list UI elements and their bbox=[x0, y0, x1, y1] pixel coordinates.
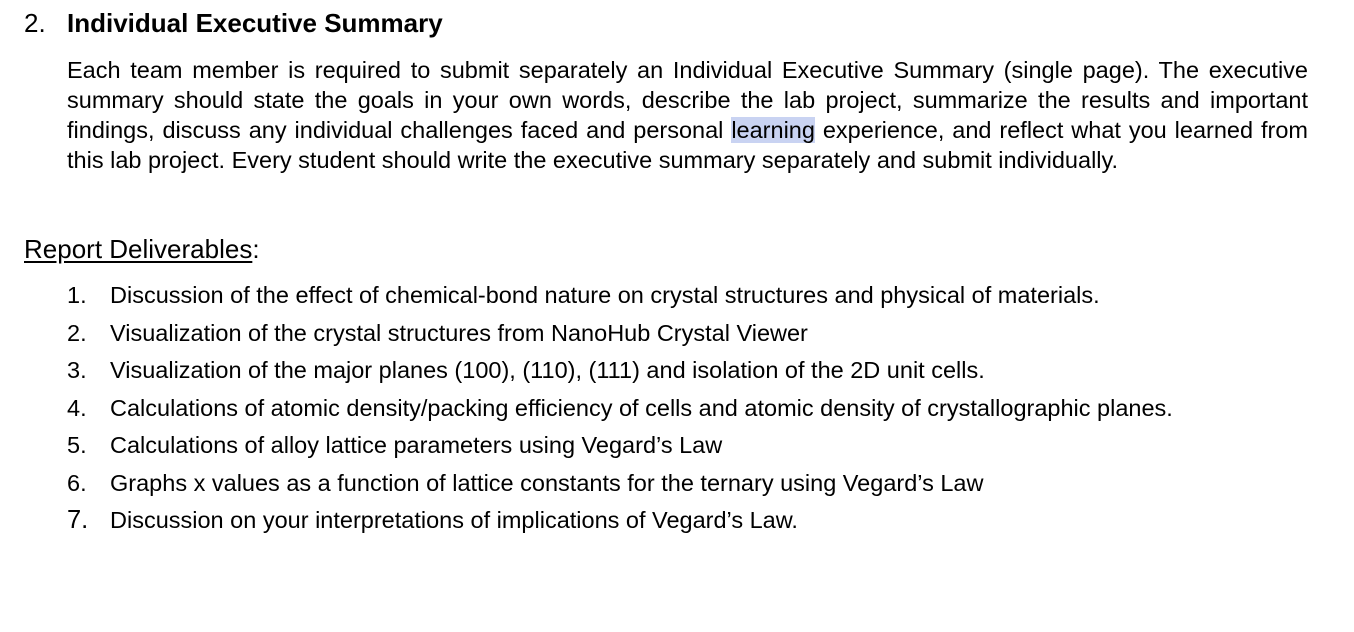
list-item-number: 7. bbox=[67, 506, 89, 534]
paragraph-text-after: experience, and reflect what you learned from this lab project. Every student should write the executive summary separately and submit individually. bbox=[67, 117, 1308, 173]
deliverables-list bbox=[67, 280, 1173, 543]
list-item-text: Graphs x values as a function of lattice constants for the ternary using Vegard’s Law bbox=[110, 469, 984, 496]
list-item bbox=[67, 393, 1173, 431]
list-item-number: 5. bbox=[67, 432, 87, 458]
list-item-text: Visualization of the major planes (100), (110), (111) and isolation of the 2D unit cells. bbox=[110, 357, 985, 383]
list-item bbox=[67, 318, 1173, 356]
paragraph-text-before: Each team member is required to submit separately an Individual Executive Summary (single page). The executive summary should state the goals in your own words, describe the lab project, summarize the results and important findings, discuss any individual challenges faced and personal bbox=[67, 57, 1308, 143]
deliverables-heading-colon: : bbox=[252, 234, 260, 264]
list-item-text: Visualization of the crystal structures from NanoHub Crystal Viewer bbox=[110, 319, 808, 346]
list-item bbox=[67, 280, 1173, 318]
deliverables-heading-text: Report Deliverables bbox=[24, 234, 253, 264]
section-number: 2. bbox=[24, 8, 46, 38]
summary-paragraph bbox=[67, 55, 1308, 175]
section-heading bbox=[24, 7, 443, 39]
list-item-number: 2. bbox=[67, 319, 87, 346]
list-item-text: Calculations of alloy lattice parameters using Vegard’s Law bbox=[110, 432, 723, 458]
list-item-text: Calculations of atomic density/packing efficiency of cells and atomic density of crystallographic planes. bbox=[110, 394, 1173, 421]
section-title: Individual Executive Summary bbox=[67, 8, 443, 38]
list-item-text: Discussion of the effect of chemical-bond nature on crystal structures and physical of materials. bbox=[110, 282, 1100, 308]
list-item-number: 4. bbox=[67, 394, 87, 421]
list-item bbox=[67, 355, 1173, 393]
list-item bbox=[67, 468, 1173, 506]
deliverables-heading bbox=[24, 233, 260, 265]
list-item-number: 6. bbox=[67, 469, 87, 496]
list-item-number: 3. bbox=[67, 357, 87, 383]
list-item bbox=[67, 505, 1173, 543]
list-item-text: Discussion on your interpretations of implications of Vegard’s Law. bbox=[110, 507, 798, 533]
selected-word[interactable]: learning bbox=[731, 117, 815, 143]
list-item-number: 1. bbox=[67, 282, 87, 308]
list-item bbox=[67, 430, 1173, 468]
